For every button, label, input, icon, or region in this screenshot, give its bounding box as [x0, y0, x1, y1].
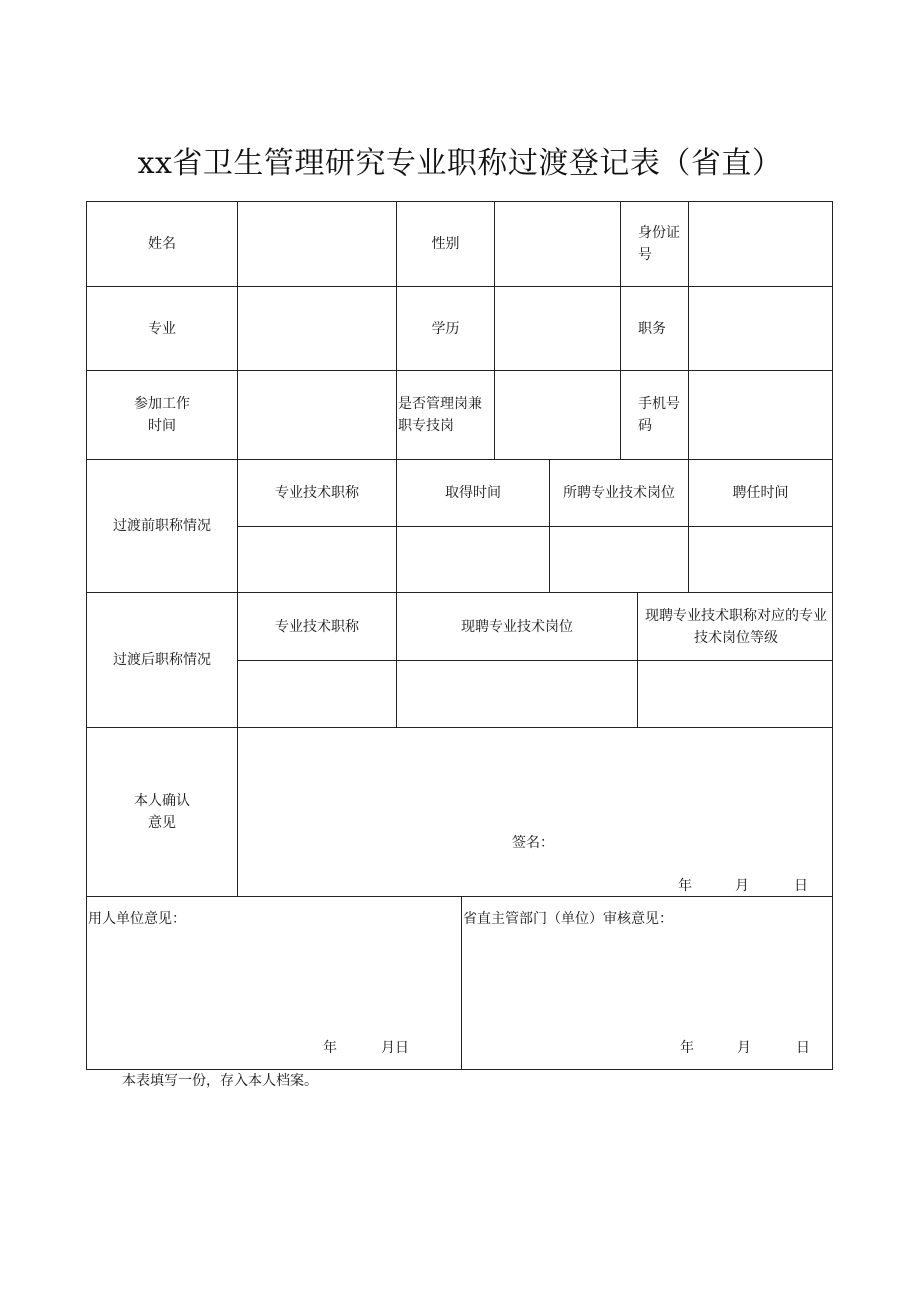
authority-date-month: 月 [737, 1040, 751, 1056]
before-header-date: 取得时间 [445, 485, 501, 501]
before-title-label: 过渡前职称情况 [113, 518, 211, 534]
work-start-field[interactable] [238, 371, 396, 459]
after-header-level: 现聘专业技术职称对应的专业技术岗位等级 [645, 607, 827, 646]
major-label: 专业 [148, 320, 176, 337]
before-title-field[interactable] [238, 527, 396, 592]
job-title-field[interactable] [689, 287, 832, 370]
mgmt-concurrent-label: 是否管理岗兼职专技岗 [398, 396, 482, 434]
before-appoint-date-field[interactable] [689, 527, 832, 592]
employer-opinion-field[interactable] [87, 932, 461, 1032]
before-header-title: 专业技术职称 [275, 485, 359, 501]
signature-label: 签名： [512, 835, 554, 851]
authority-opinion-field[interactable] [462, 932, 832, 1032]
confirm-label: 本人确认意见 [134, 793, 190, 831]
border-line [620, 201, 621, 459]
phone-field[interactable] [689, 371, 832, 459]
before-header-appoint-date: 聘任时间 [732, 485, 789, 501]
authority-date-day: 日 [796, 1040, 810, 1056]
mgmt-concurrent-field[interactable] [495, 371, 620, 459]
job-title-label: 职务 [638, 320, 666, 337]
before-post-field[interactable] [550, 527, 688, 592]
authority-opinion-label: 省直主管部门（单位）审核意见： [463, 911, 673, 927]
before-date-field[interactable] [397, 527, 549, 592]
work-start-label: 参加工作时间 [134, 396, 190, 434]
before-header-post: 所聘专业技术岗位 [563, 485, 675, 501]
confirm-date-year: 年 [678, 878, 692, 894]
confirm-field[interactable] [238, 728, 832, 896]
education-field[interactable] [495, 287, 620, 370]
education-label: 学历 [431, 320, 460, 337]
major-field[interactable] [238, 287, 396, 370]
gender-label: 性别 [431, 236, 460, 252]
phone-label: 手机号码 [638, 396, 680, 434]
employer-date-month-day: 月日 [381, 1040, 409, 1056]
after-title-label: 过渡后职称情况 [113, 652, 211, 668]
gender-field[interactable] [495, 202, 620, 286]
after-level-field[interactable] [638, 661, 832, 727]
form-title: xx省卫生管理研究专业职称过渡登记表（省直） [137, 146, 783, 181]
after-header-post: 现聘专业技术岗位 [461, 618, 573, 635]
authority-date-year: 年 [680, 1040, 694, 1056]
after-header-title: 专业技术职称 [275, 618, 359, 635]
id-number-label: 身份证号 [638, 225, 680, 263]
employer-opinion-label: 用人单位意见： [88, 911, 186, 927]
after-title-field[interactable] [238, 661, 396, 727]
confirm-date-day: 日 [794, 878, 808, 894]
confirm-date-month: 月 [735, 878, 749, 894]
name-label: 姓名 [148, 236, 176, 252]
employer-date-year: 年 [323, 1040, 337, 1056]
id-number-field[interactable] [689, 202, 832, 286]
border-line [86, 896, 833, 897]
footnote: 本表填写一份，存入本人档案。 [122, 1073, 318, 1089]
name-field[interactable] [238, 202, 396, 286]
border-line [832, 201, 833, 1070]
after-post-field[interactable] [397, 661, 637, 727]
